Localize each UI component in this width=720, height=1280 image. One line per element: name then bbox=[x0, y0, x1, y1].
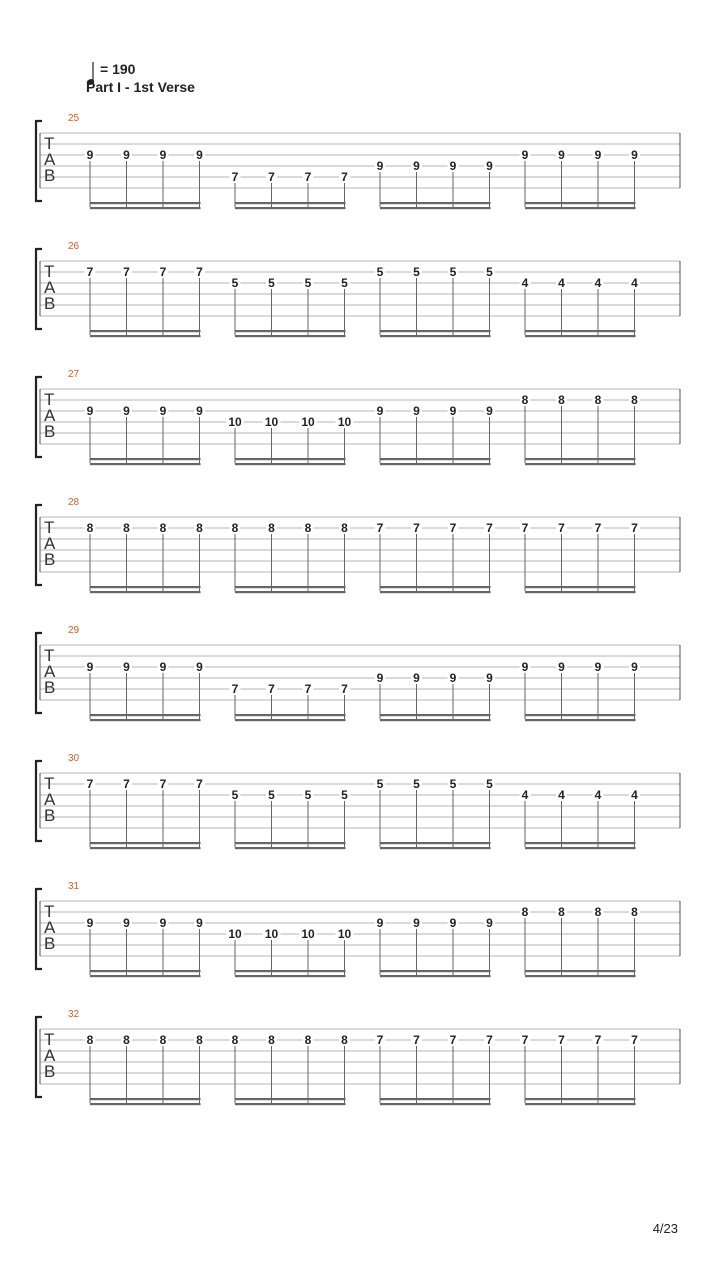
beam-secondary bbox=[380, 975, 491, 977]
fret-number: 9 bbox=[159, 148, 167, 162]
beam-secondary bbox=[235, 207, 346, 209]
beam-secondary bbox=[525, 1103, 636, 1105]
fret-number: 9 bbox=[159, 916, 167, 930]
fret-number: 4 bbox=[594, 276, 602, 290]
fret-number: 7 bbox=[449, 521, 457, 535]
fret-number: 7 bbox=[413, 1033, 420, 1047]
beam-primary bbox=[90, 458, 201, 460]
fret-number: 7 bbox=[268, 682, 275, 696]
beam-secondary bbox=[525, 207, 636, 209]
tab-clef-a: A bbox=[44, 278, 56, 297]
beam-primary bbox=[525, 714, 636, 716]
fret-number: 7 bbox=[304, 170, 312, 184]
beam-secondary bbox=[380, 463, 491, 465]
beam-primary bbox=[525, 842, 636, 844]
tab-clef-t: T bbox=[44, 134, 55, 153]
beam-primary bbox=[235, 458, 346, 460]
beam-secondary bbox=[235, 1103, 346, 1105]
beam-secondary bbox=[525, 335, 636, 337]
fret-number: 9 bbox=[631, 148, 638, 162]
fret-number: 9 bbox=[521, 148, 529, 162]
fret-number: 8 bbox=[86, 1033, 94, 1047]
fret-number: 8 bbox=[558, 393, 565, 407]
fret-number: 9 bbox=[594, 148, 602, 162]
fret-number: 9 bbox=[521, 660, 529, 674]
beam-primary bbox=[380, 458, 491, 460]
beam-primary bbox=[235, 970, 346, 972]
fret-number: 7 bbox=[341, 170, 348, 184]
fret-number: 9 bbox=[486, 404, 493, 418]
tab-clef-t: T bbox=[44, 1030, 55, 1049]
tab-clef-b: B bbox=[44, 550, 56, 569]
fret-number: 7 bbox=[594, 521, 602, 535]
fret-number: 5 bbox=[304, 788, 312, 802]
fret-number: 9 bbox=[486, 671, 493, 685]
fret-number: 9 bbox=[413, 671, 420, 685]
fret-number: 8 bbox=[123, 521, 130, 535]
fret-number: 9 bbox=[413, 404, 420, 418]
beam-primary bbox=[525, 970, 636, 972]
fret-number: 7 bbox=[521, 1033, 529, 1047]
fret-number: 9 bbox=[449, 404, 457, 418]
fret-number: 9 bbox=[376, 159, 384, 173]
tab-system bbox=[36, 497, 680, 593]
fret-number: 8 bbox=[631, 393, 638, 407]
tab-clef-t: T bbox=[44, 262, 55, 281]
beam-primary bbox=[235, 586, 346, 588]
fret-number: 5 bbox=[268, 276, 275, 290]
tab-clef-b: B bbox=[44, 1062, 56, 1081]
measure-number: 27 bbox=[68, 369, 80, 380]
beam-primary bbox=[525, 1098, 636, 1100]
tab-system bbox=[36, 241, 680, 337]
fret-number: 7 bbox=[268, 170, 275, 184]
fret-number: 9 bbox=[558, 660, 565, 674]
fret-number: 9 bbox=[594, 660, 602, 674]
fret-number: 7 bbox=[413, 521, 420, 535]
beam-primary bbox=[380, 714, 491, 716]
fret-number: 8 bbox=[86, 521, 94, 535]
beam-primary bbox=[380, 586, 491, 588]
beam-secondary bbox=[90, 975, 201, 977]
fret-number: 7 bbox=[486, 1033, 493, 1047]
fret-number: 8 bbox=[159, 521, 167, 535]
beam-secondary bbox=[90, 591, 201, 593]
fret-number: 7 bbox=[86, 265, 94, 279]
beam-primary bbox=[90, 202, 201, 204]
fret-number: 8 bbox=[521, 905, 529, 919]
beam-primary bbox=[525, 202, 636, 204]
beam-secondary bbox=[380, 719, 491, 721]
beam-secondary bbox=[525, 463, 636, 465]
tab-system bbox=[36, 625, 680, 721]
fret-number: 9 bbox=[631, 660, 638, 674]
beam-secondary bbox=[90, 207, 201, 209]
fret-number: 5 bbox=[486, 265, 493, 279]
tempo-value: = 190 bbox=[100, 61, 136, 77]
fret-number: 5 bbox=[304, 276, 312, 290]
measure-number: 32 bbox=[68, 1009, 80, 1020]
fret-number: 4 bbox=[558, 788, 565, 802]
tab-clef-a: A bbox=[44, 1046, 56, 1065]
fret-number: 9 bbox=[159, 660, 167, 674]
beam-primary bbox=[235, 202, 346, 204]
fret-number: 4 bbox=[521, 276, 529, 290]
beam-primary bbox=[380, 1098, 491, 1100]
fret-number: 7 bbox=[486, 521, 493, 535]
beam-secondary bbox=[90, 719, 201, 721]
fret-number: 9 bbox=[449, 159, 457, 173]
fret-number: 5 bbox=[413, 265, 420, 279]
fret-number: 7 bbox=[123, 777, 130, 791]
tab-clef-a: A bbox=[44, 406, 56, 425]
tab-clef-t: T bbox=[44, 774, 55, 793]
fret-number: 5 bbox=[231, 788, 239, 802]
beam-primary bbox=[525, 330, 636, 332]
fret-number: 5 bbox=[341, 276, 348, 290]
fret-number: 4 bbox=[631, 276, 638, 290]
beam-secondary bbox=[380, 335, 491, 337]
fret-number: 9 bbox=[558, 148, 565, 162]
fret-number: 7 bbox=[304, 682, 312, 696]
beam-secondary bbox=[525, 847, 636, 849]
fret-number: 9 bbox=[86, 148, 94, 162]
fret-number: 8 bbox=[521, 393, 529, 407]
beam-secondary bbox=[380, 847, 491, 849]
fret-number: 9 bbox=[86, 404, 94, 418]
fret-number: 5 bbox=[268, 788, 275, 802]
fret-number: 7 bbox=[341, 682, 348, 696]
fret-number: 7 bbox=[196, 265, 203, 279]
measure-number: 26 bbox=[68, 241, 80, 252]
fret-number: 9 bbox=[376, 916, 384, 930]
fret-number: 9 bbox=[123, 916, 130, 930]
tab-clef-b: B bbox=[44, 422, 56, 441]
fret-number: 5 bbox=[449, 777, 457, 791]
beam-primary bbox=[380, 842, 491, 844]
fret-number: 10 bbox=[337, 415, 352, 429]
beam-primary bbox=[525, 586, 636, 588]
fret-number: 8 bbox=[558, 905, 565, 919]
fret-number: 9 bbox=[86, 660, 94, 674]
fret-number: 8 bbox=[196, 521, 203, 535]
fret-number: 7 bbox=[558, 521, 565, 535]
fret-number: 4 bbox=[631, 788, 638, 802]
fret-number: 9 bbox=[196, 404, 203, 418]
fret-number: 8 bbox=[304, 1033, 312, 1047]
tab-clef-b: B bbox=[44, 934, 56, 953]
fret-number: 7 bbox=[231, 682, 239, 696]
beam-primary bbox=[380, 330, 491, 332]
beam-primary bbox=[235, 1098, 346, 1100]
fret-number: 10 bbox=[301, 415, 315, 429]
beam-secondary bbox=[90, 847, 201, 849]
beam-secondary bbox=[235, 719, 346, 721]
measure-number: 25 bbox=[68, 113, 80, 124]
fret-number: 7 bbox=[376, 1033, 384, 1047]
beam-primary bbox=[380, 970, 491, 972]
fret-number: 9 bbox=[413, 916, 420, 930]
tab-system bbox=[36, 881, 680, 977]
fret-number: 8 bbox=[159, 1033, 167, 1047]
fret-number: 8 bbox=[268, 521, 275, 535]
fret-number: 5 bbox=[376, 265, 384, 279]
fret-number: 9 bbox=[159, 404, 167, 418]
fret-number: 9 bbox=[123, 148, 130, 162]
tab-clef-b: B bbox=[44, 678, 56, 697]
tab-clef-b: B bbox=[44, 294, 56, 313]
fret-number: 9 bbox=[196, 916, 203, 930]
beam-primary bbox=[235, 330, 346, 332]
fret-number: 7 bbox=[159, 265, 167, 279]
fret-number: 9 bbox=[486, 916, 493, 930]
beam-primary bbox=[90, 842, 201, 844]
beam-secondary bbox=[525, 719, 636, 721]
fret-number: 5 bbox=[486, 777, 493, 791]
tab-clef-t: T bbox=[44, 390, 55, 409]
beam-secondary bbox=[235, 463, 346, 465]
beam-secondary bbox=[380, 207, 491, 209]
fret-number: 4 bbox=[558, 276, 565, 290]
beam-primary bbox=[90, 714, 201, 716]
fret-number: 7 bbox=[196, 777, 203, 791]
section-title: Part I - 1st Verse bbox=[86, 79, 195, 95]
fret-number: 7 bbox=[558, 1033, 565, 1047]
fret-number: 9 bbox=[86, 916, 94, 930]
fret-number: 5 bbox=[341, 788, 348, 802]
fret-number: 8 bbox=[268, 1033, 275, 1047]
fret-number: 7 bbox=[123, 265, 130, 279]
fret-number: 10 bbox=[301, 927, 315, 941]
beam-primary bbox=[235, 714, 346, 716]
tab-system bbox=[36, 753, 680, 849]
tab-clef-a: A bbox=[44, 534, 56, 553]
fret-number: 8 bbox=[196, 1033, 203, 1047]
fret-number: 10 bbox=[264, 927, 279, 941]
beam-primary bbox=[90, 586, 201, 588]
tab-clef-t: T bbox=[44, 902, 55, 921]
tab-system bbox=[36, 369, 680, 465]
beam-secondary bbox=[525, 975, 636, 977]
measure-number: 29 bbox=[68, 625, 80, 636]
fret-number: 7 bbox=[376, 521, 384, 535]
beam-primary bbox=[90, 1098, 201, 1100]
fret-number: 10 bbox=[264, 415, 279, 429]
tab-clef-b: B bbox=[44, 166, 56, 185]
fret-number: 9 bbox=[376, 404, 384, 418]
fret-number: 7 bbox=[631, 521, 638, 535]
fret-number: 7 bbox=[594, 1033, 602, 1047]
fret-number: 7 bbox=[449, 1033, 457, 1047]
tab-clef-t: T bbox=[44, 518, 55, 537]
fret-number: 8 bbox=[341, 521, 348, 535]
measure-number: 31 bbox=[68, 881, 80, 892]
tab-clef-t: T bbox=[44, 646, 55, 665]
fret-number: 5 bbox=[449, 265, 457, 279]
fret-number: 10 bbox=[228, 415, 242, 429]
fret-number: 8 bbox=[594, 905, 602, 919]
fret-number: 7 bbox=[631, 1033, 638, 1047]
fret-number: 7 bbox=[159, 777, 167, 791]
page-number: 4/23 bbox=[652, 1221, 678, 1236]
fret-number: 8 bbox=[231, 521, 239, 535]
fret-number: 9 bbox=[486, 159, 493, 173]
fret-number: 9 bbox=[196, 148, 203, 162]
fret-number: 8 bbox=[123, 1033, 130, 1047]
fret-number: 9 bbox=[123, 660, 130, 674]
beam-secondary bbox=[380, 591, 491, 593]
tab-clef-b: B bbox=[44, 806, 56, 825]
fret-number: 7 bbox=[231, 170, 239, 184]
beam-secondary bbox=[90, 1103, 201, 1105]
beam-primary bbox=[525, 458, 636, 460]
fret-number: 8 bbox=[594, 393, 602, 407]
tab-clef-a: A bbox=[44, 150, 56, 169]
beam-secondary bbox=[235, 591, 346, 593]
fret-number: 9 bbox=[376, 671, 384, 685]
beam-primary bbox=[235, 842, 346, 844]
beam-secondary bbox=[235, 975, 346, 977]
fret-number: 7 bbox=[86, 777, 94, 791]
beam-primary bbox=[90, 330, 201, 332]
tab-clef-a: A bbox=[44, 790, 56, 809]
fret-number: 5 bbox=[231, 276, 239, 290]
beam-secondary bbox=[235, 335, 346, 337]
fret-number: 9 bbox=[413, 159, 420, 173]
tab-system bbox=[36, 113, 680, 209]
measure-number: 30 bbox=[68, 753, 80, 764]
beam-secondary bbox=[90, 463, 201, 465]
fret-number: 10 bbox=[337, 927, 352, 941]
fret-number: 9 bbox=[196, 660, 203, 674]
fret-number: 8 bbox=[341, 1033, 348, 1047]
fret-number: 8 bbox=[231, 1033, 239, 1047]
beam-secondary bbox=[525, 591, 636, 593]
fret-number: 5 bbox=[376, 777, 384, 791]
fret-number: 7 bbox=[521, 521, 529, 535]
fret-number: 10 bbox=[228, 927, 242, 941]
fret-number: 4 bbox=[521, 788, 529, 802]
fret-number: 8 bbox=[304, 521, 312, 535]
beam-secondary bbox=[380, 1103, 491, 1105]
tab-clef-a: A bbox=[44, 662, 56, 681]
fret-number: 5 bbox=[413, 777, 420, 791]
beam-primary bbox=[90, 970, 201, 972]
beam-secondary bbox=[90, 335, 201, 337]
beam-primary bbox=[380, 202, 491, 204]
tab-clef-a: A bbox=[44, 918, 56, 937]
fret-number: 9 bbox=[449, 916, 457, 930]
beam-secondary bbox=[235, 847, 346, 849]
fret-number: 9 bbox=[123, 404, 130, 418]
fret-number: 9 bbox=[449, 671, 457, 685]
fret-number: 8 bbox=[631, 905, 638, 919]
fret-number: 4 bbox=[594, 788, 602, 802]
measure-number: 28 bbox=[68, 497, 80, 508]
tab-system bbox=[36, 1009, 680, 1105]
